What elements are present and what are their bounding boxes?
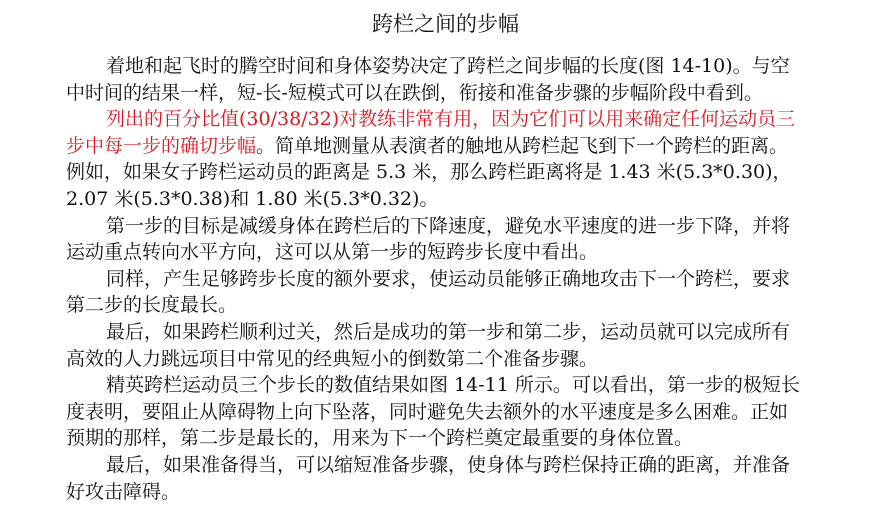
text-line (66, 425, 778, 452)
paragraph (66, 106, 778, 212)
paragraph (66, 53, 778, 106)
text-line (66, 53, 778, 80)
text-line (66, 399, 778, 426)
text-segment: 度表明，要阻止从障碍物上向下坠落，同时避免失去额外的水平速度是多么困难。正如 (66, 401, 788, 423)
text-segment: 例如，如果女子跨栏运动员的距离是 5.3 米，那么跨栏距离将是 1.43 米(5.3*0.30)， (66, 161, 792, 183)
text-segment: 中时间的结果一样，短-长-短模式可以在跌倒，衔接和准备步骤的步幅阶段中看到。 (66, 82, 763, 104)
paragraph (66, 319, 778, 372)
text-line (66, 186, 778, 213)
text-segment: 最后，如果准备得当，可以缩短准备步骤，使身体与跨栏保持正确的距离，并准备 (106, 454, 790, 476)
paragraph (66, 372, 778, 452)
text-segment: 第一步的目标是减缓身体在跨栏后的下降速度，避免水平速度的进一步下降，并将 (106, 215, 790, 237)
text-segment: 预期的那样，第二步是最长的，用来为下一个跨栏奠定最重要的身体位置。 (66, 427, 693, 449)
text-segment: 2.07 米(5.3*0.38)和 1.80 米(5.3*0.32)。 (66, 188, 438, 210)
text-segment: 最后，如果跨栏顺利过关，然后是成功的第一步和第二步，运动员就可以完成所有 (106, 321, 790, 343)
paragraph (66, 266, 778, 319)
text-line (66, 239, 778, 266)
highlighted-text: 步中每一步的确切步幅 (66, 135, 256, 157)
text-line (66, 80, 778, 107)
text-segment: 第二步的长度最长。 (66, 294, 237, 316)
text-line (66, 266, 778, 293)
text-line (66, 292, 778, 319)
page-title: 跨栏之间的步幅 (0, 10, 891, 38)
text-line (66, 106, 778, 133)
text-segment: 高效的人力跳远项目中常见的经典短小的倒数第二个准备步骤。 (66, 348, 598, 370)
text-line (66, 213, 778, 240)
document-body (66, 53, 778, 505)
text-line (66, 372, 778, 399)
text-line (66, 346, 778, 373)
text-segment: 好攻击障碍。 (66, 481, 180, 503)
text-line (66, 159, 778, 186)
text-line (66, 452, 778, 479)
text-segment: 同样，产生足够跨步长度的额外要求，使运动员能够正确地攻击下一个跨栏，要求 (106, 268, 790, 290)
text-line (66, 133, 778, 160)
highlighted-text: 列出的百分比值(30/38/32)对教练非常有用，因为它们可以用来确定任何运动员三 (106, 108, 795, 130)
text-segment: 精英跨栏运动员三个步长的数值结果如图 14-11 所示。可以看出，第一步的极短长 (106, 374, 800, 396)
text-line (66, 319, 778, 346)
text-line (66, 479, 778, 505)
text-segment: 。简单地测量从表演者的触地从跨栏起飞到下一个跨栏的距离。 (256, 135, 788, 157)
paragraph (66, 213, 778, 266)
text-segment: 着地和起飞时的腾空时间和身体姿势决定了跨栏之间步幅的长度(图 14-10)。与空 (106, 55, 790, 77)
text-segment: 运动重点转向水平方向，这可以从第一步的短跨步长度中看出。 (66, 241, 598, 263)
paragraph (66, 452, 778, 505)
